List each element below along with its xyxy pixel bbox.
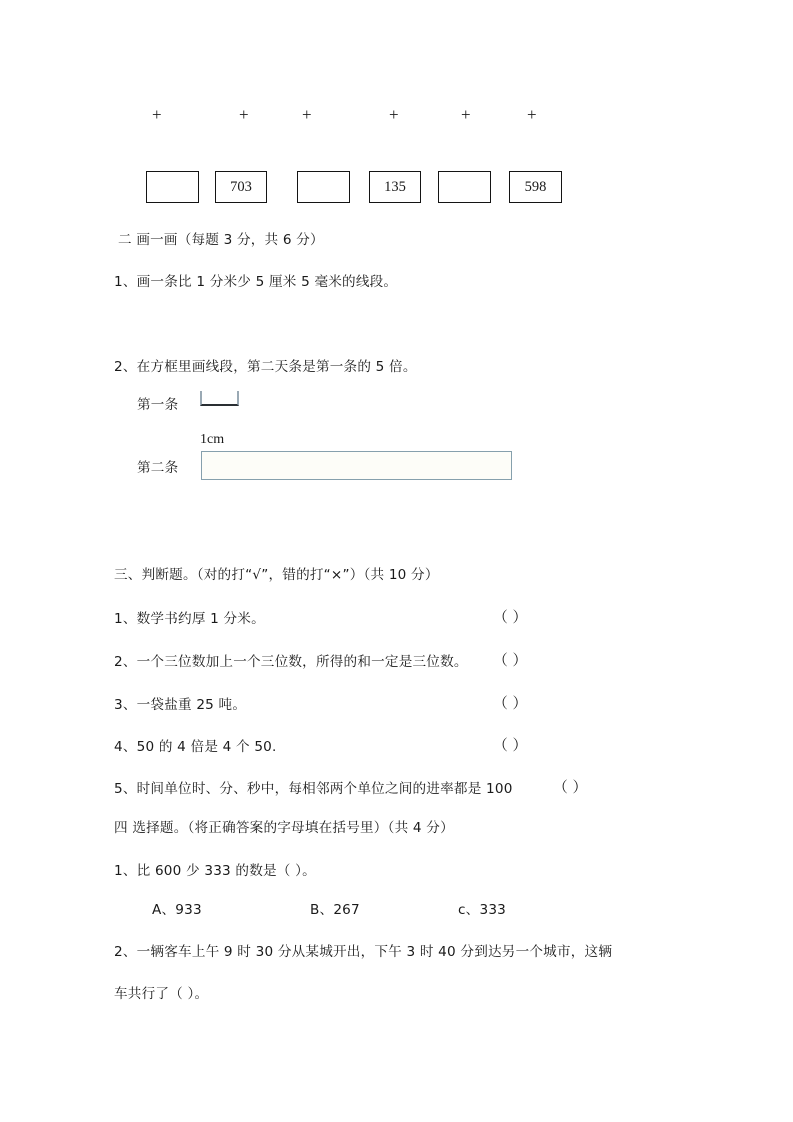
answer-box-row (0, 171, 793, 207)
answer-box-4[interactable]: 135 (369, 171, 421, 203)
choice-option-c[interactable]: c、333 (458, 902, 507, 918)
plus-icon-1: + (152, 105, 162, 124)
choice-question-2-line-2: 车共行了（ ）。 (114, 986, 209, 1002)
line-one-label: 第一条 (137, 397, 179, 413)
plus-icon-5: + (461, 105, 471, 124)
judgement-answer-paren-5[interactable]: （ ） (553, 779, 588, 796)
judgement-answer-paren-3[interactable]: （ ） (493, 695, 528, 712)
plus-icon-2: + (239, 105, 249, 124)
judgement-item-3: 3、一袋盐重 25 吨。 (114, 697, 247, 713)
section-two-question-1: 1、画一条比 1 分米少 5 厘米 5 毫米的线段。 (114, 274, 398, 290)
answer-box-3[interactable] (297, 171, 350, 203)
choice-option-b[interactable]: B、267 (310, 902, 360, 918)
section-four-heading: 四 选择题。（将正确答案的字母填在括号里）（共 4 分） (114, 820, 454, 836)
judgement-item-4: 4、50 的 4 倍是 4 个 50. (114, 739, 277, 755)
judgement-item-1: 1、数学书约厚 1 分米。 (114, 611, 265, 627)
choice-question-1: 1、比 600 少 333 的数是（ ）。 (114, 863, 316, 879)
answer-box-6[interactable]: 598 (509, 171, 562, 203)
line-two-label: 第二条 (137, 460, 179, 476)
plus-icon-6: + (527, 105, 537, 124)
judgement-answer-paren-2[interactable]: （ ） (493, 652, 528, 669)
judgement-item-2: 2、一个三位数加上一个三位数，所得的和一定是三位数。 (114, 654, 468, 670)
choice-option-a[interactable]: A、933 (152, 902, 202, 918)
judgement-answer-paren-1[interactable]: （ ） (493, 609, 528, 626)
plus-icon-4: + (389, 105, 399, 124)
section-three-heading: 三、判断题。（对的打“√”，错的打“×”）（共 10 分） (114, 567, 439, 583)
line-one-drawing-box[interactable] (200, 391, 239, 406)
answer-box-1[interactable] (146, 171, 199, 203)
cm-scale-label: 1cm (200, 432, 225, 447)
judgement-item-5: 5、时间单位时、分、秒中，每相邻两个单位之间的进率都是 100 (114, 781, 513, 797)
plus-operator-row (0, 105, 793, 129)
answer-box-2[interactable]: 703 (215, 171, 267, 203)
section-two-question-2: 2、在方框里画线段，第二天条是第一条的 5 倍。 (114, 359, 417, 375)
judgement-answer-paren-4[interactable]: （ ） (493, 737, 528, 754)
line-two-drawing-box[interactable] (201, 451, 512, 480)
choice-question-2-line-1: 2、一辆客车上午 9 时 30 分从某城开出，下午 3 时 40 分到达另一个城市，这辆 (114, 944, 613, 960)
section-two-heading: 二 画一画（每题 3 分，共 6 分） (118, 232, 324, 248)
plus-icon-3: + (302, 105, 312, 124)
answer-box-5[interactable] (438, 171, 491, 203)
